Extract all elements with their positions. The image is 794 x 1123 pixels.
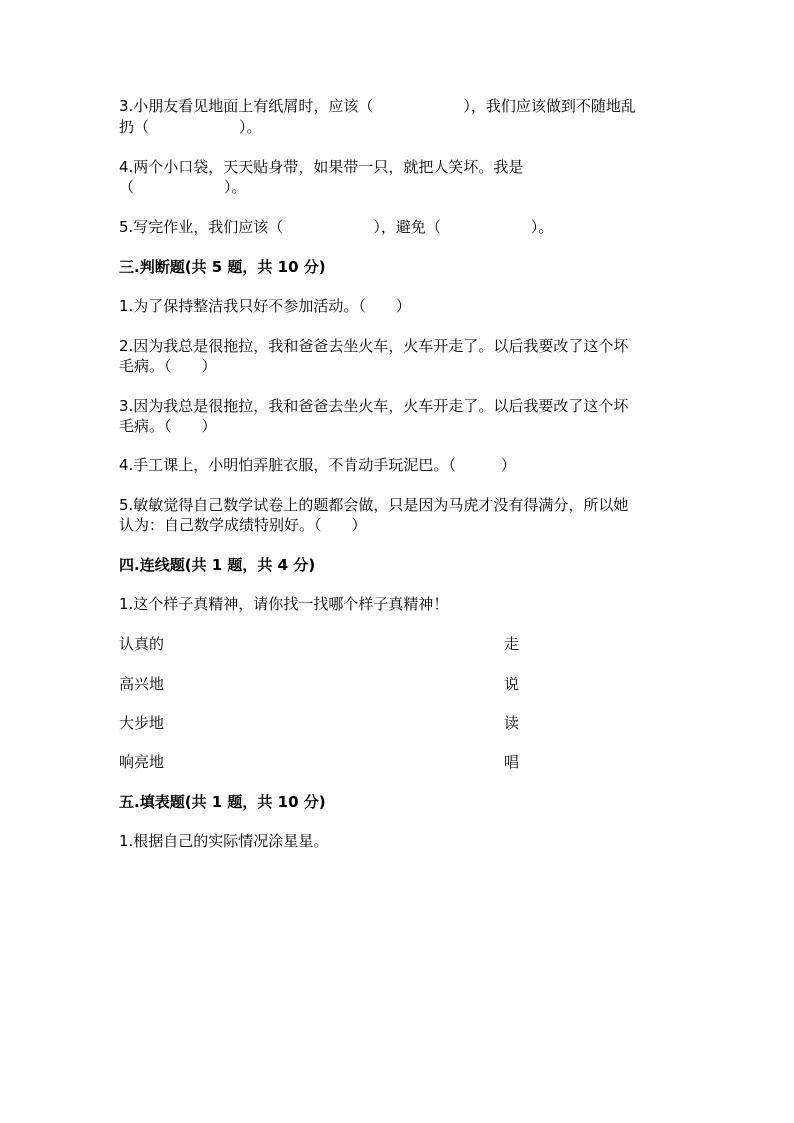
match-right-item: 说: [504, 675, 520, 693]
tf-question-2-line-2: 毛病。（ ）: [119, 357, 217, 375]
tf-question-5-line-1: 5.敏敏觉得自己数学试卷上的题都会做，只是因为马虎才没有得满分，所以她: [119, 496, 629, 514]
table-question-1: 1.根据自己的实际情况涂星星。: [119, 832, 329, 850]
tf-question-3-line-1: 3.因为我总是很拖拉，我和爸爸去坐火车，火车开走了。以后我要改了这个坏: [119, 397, 629, 415]
tf-question-5-line-2: 认为：自己数学成绩特别好。（ ）: [119, 516, 367, 534]
question-3-line-2: 扔（ ）。: [119, 118, 262, 136]
question-4-line-1: 4.两个小口袋，天天贴身带，如果带一只，就把人笑坏。我是: [119, 158, 524, 176]
tf-question-3-line-2: 毛病。（ ）: [119, 417, 217, 435]
question-3-line-1: 3.小朋友看见地面上有纸屑时，应该（ ），我们应该做到不随地乱: [119, 97, 636, 115]
match-left-item: 大步地: [119, 714, 165, 732]
tf-question-1: 1.为了保持整洁我只好不参加活动。（ ）: [119, 297, 411, 315]
section-4-heading: 四.连线题(共 1 题，共 4 分): [119, 556, 316, 574]
section-3-heading: 三.判断题(共 5 题，共 10 分): [119, 258, 326, 276]
match-left-item: 响亮地: [119, 753, 165, 771]
question-4-line-2: （ ）。: [119, 178, 247, 196]
tf-question-2-line-1: 2.因为我总是很拖拉，我和爸爸去坐火车，火车开走了。以后我要改了这个坏: [119, 337, 629, 355]
question-5-line-1: 5.写完作业，我们应该（ ），避免（ ）。: [119, 218, 554, 236]
match-right-item: 走: [504, 635, 520, 653]
match-left-item: 高兴地: [119, 675, 165, 693]
match-left-item: 认真的: [119, 635, 165, 653]
matching-question-1: 1.这个样子真精神，请你找一找哪个样子真精神！: [119, 595, 449, 613]
match-right-item: 唱: [504, 753, 520, 771]
tf-question-4: 4.手工课上，小明怕弄脏衣服，不肯动手玩泥巴。（ ）: [119, 456, 516, 474]
section-5-heading: 五.填表题(共 1 题，共 10 分): [119, 793, 326, 811]
match-right-item: 读: [504, 714, 520, 732]
